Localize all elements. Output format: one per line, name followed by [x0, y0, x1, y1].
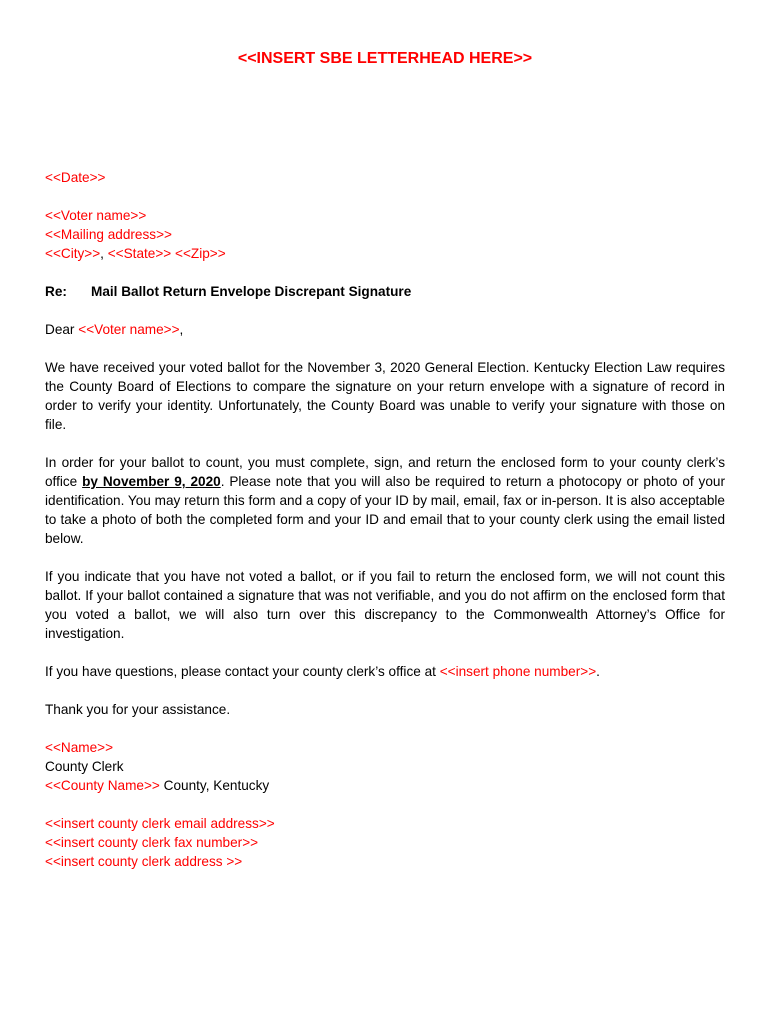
clerk-address-placeholder: <<insert county clerk address >>	[45, 854, 243, 869]
address-comma: ,	[100, 246, 108, 261]
mailing-address-placeholder: <<Mailing address>>	[45, 227, 172, 242]
re-label: Re:	[45, 284, 67, 299]
paragraph-received: We have received your voted ballot for the November 3, 2020 General Election. Kentucky Election Law requires the County Board of Elections to compare the signature on your return envelope with a signature of record in order to verify your identity. Unfortunately, the County Board was unable to verify your signature with those on file.	[45, 360, 725, 432]
subject-text: Mail Ballot Return Envelope Discrepant Signature	[91, 284, 412, 299]
questions-end: .	[596, 664, 600, 679]
city-placeholder: <<City>>	[45, 246, 101, 261]
paragraph-instructions	[45, 453, 725, 548]
county-name-placeholder: <<County Name>>	[45, 778, 160, 793]
clerk-title: County Clerk	[45, 759, 124, 774]
county-suffix: County, Kentucky	[159, 778, 270, 793]
clerk-name-placeholder: <<Name>>	[45, 740, 114, 755]
subject-line	[45, 282, 725, 301]
thanks-line: Thank you for your assistance.	[45, 702, 231, 717]
paragraph-warning: If you indicate that you have not voted a ballot, or if you fail to return the enclosed form, we will not count this ballot. If your ballot contained a signature that was not verifiable, and you do not affirm on the enclosed form that you voted a ballot, we will also turn over this discrepancy to the Commonwealth Attorney’s Office for investigation.	[45, 569, 725, 641]
voter-name-placeholder: <<Voter name>>	[45, 208, 147, 223]
letterhead-placeholder: <<INSERT SBE LETTERHEAD HERE>>	[237, 50, 533, 67]
state-placeholder: <<State>>	[107, 246, 172, 261]
salutation-voter-name: <<Voter name>>	[78, 322, 180, 337]
clerk-fax-placeholder: <<insert county clerk fax number>>	[45, 835, 259, 850]
city-state-zip-line	[45, 244, 725, 263]
instructions-part1: In order for your ballot to count, you must complete, sign, and return the enclosed form to your county clerk’s office	[45, 455, 725, 489]
date-placeholder: <<Date>>	[45, 170, 106, 185]
clerk-email-placeholder: <<insert county clerk email address>>	[45, 816, 275, 831]
county-line	[45, 776, 725, 795]
deadline-text: by November 9, 2020	[82, 474, 221, 489]
instructions-part2: . Please note that you will also be required to return a photocopy or photo of your identification. You may return this form and a copy of your ID by mail, email, fax or in-person. It is also acceptable to take a photo of both the completed form and your ID and email that to your county clerk using the email listed below.	[45, 474, 725, 546]
phone-placeholder: <<insert phone number>>	[439, 664, 597, 679]
letter-body	[45, 168, 725, 871]
salutation	[45, 320, 725, 339]
paragraph-questions	[45, 662, 725, 681]
dear-text: Dear	[45, 322, 79, 337]
zip-placeholder: <<Zip>>	[175, 246, 226, 261]
salutation-comma: ,	[179, 322, 184, 337]
questions-text: If you have questions, please contact your county clerk’s office at	[45, 664, 440, 679]
